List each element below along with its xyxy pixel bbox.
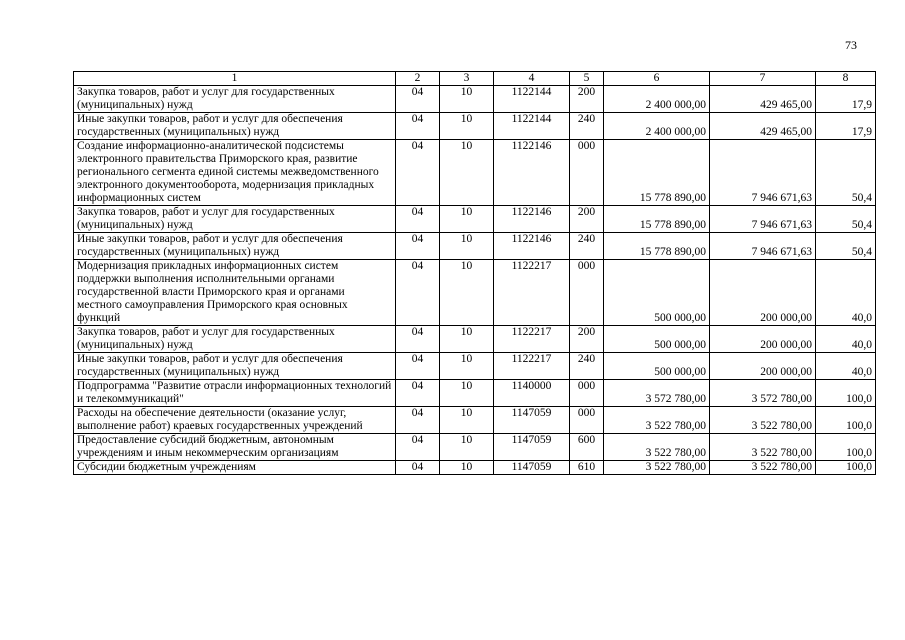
table-row (74, 461, 876, 475)
budget-table (73, 71, 876, 475)
section-cell: 04 (396, 353, 440, 380)
item-name-cell: Закупка товаров, работ и услуг для государственных (муниципальных) нужд (74, 326, 396, 353)
item-name-cell: Закупка товаров, работ и услуг для государственных (муниципальных) нужд (74, 86, 396, 113)
planned-amount-cell: 15 778 890,00 (604, 140, 710, 206)
section-cell: 04 (396, 86, 440, 113)
table-row (74, 206, 876, 233)
subsection-cell: 10 (440, 407, 494, 434)
section-cell: 04 (396, 113, 440, 140)
expense-type-cell: 610 (570, 461, 604, 475)
executed-amount-cell: 200 000,00 (710, 326, 816, 353)
target-article-cell: 1147059 (494, 407, 570, 434)
section-cell: 04 (396, 461, 440, 475)
executed-amount-cell: 7 946 671,63 (710, 140, 816, 206)
executed-amount-cell: 7 946 671,63 (710, 233, 816, 260)
target-article-cell: 1122144 (494, 113, 570, 140)
section-cell: 04 (396, 380, 440, 407)
item-name-cell: Подпрограмма "Развитие отрасли информационных технологий и телекоммуникаций" (74, 380, 396, 407)
expense-type-cell: 000 (570, 140, 604, 206)
planned-amount-cell: 15 778 890,00 (604, 233, 710, 260)
header-cell-7: 7 (710, 72, 816, 86)
table-row (74, 353, 876, 380)
subsection-cell: 10 (440, 113, 494, 140)
executed-amount-cell: 3 522 780,00 (710, 434, 816, 461)
section-cell: 04 (396, 206, 440, 233)
percent-cell: 50,4 (816, 206, 876, 233)
percent-cell: 100,0 (816, 407, 876, 434)
header-cell-6: 6 (604, 72, 710, 86)
planned-amount-cell: 3 522 780,00 (604, 407, 710, 434)
target-article-cell: 1140000 (494, 380, 570, 407)
percent-cell: 17,9 (816, 113, 876, 140)
section-cell: 04 (396, 260, 440, 326)
executed-amount-cell: 429 465,00 (710, 113, 816, 140)
percent-cell: 50,4 (816, 233, 876, 260)
target-article-cell: 1122146 (494, 140, 570, 206)
table-row (74, 140, 876, 206)
planned-amount-cell: 3 522 780,00 (604, 461, 710, 475)
subsection-cell: 10 (440, 380, 494, 407)
target-article-cell: 1122146 (494, 206, 570, 233)
planned-amount-cell: 3 522 780,00 (604, 434, 710, 461)
expense-type-cell: 240 (570, 353, 604, 380)
item-name-cell: Расходы на обеспечение деятельности (оказание услуг, выполнение работ) краевых государственных учреждений (74, 407, 396, 434)
subsection-cell: 10 (440, 353, 494, 380)
target-article-cell: 1122144 (494, 86, 570, 113)
page-number: 73 (845, 38, 857, 52)
header-cell-5: 5 (570, 72, 604, 86)
percent-cell: 100,0 (816, 434, 876, 461)
expense-type-cell: 000 (570, 260, 604, 326)
header-cell-1: 1 (74, 72, 396, 86)
subsection-cell: 10 (440, 434, 494, 461)
expense-type-cell: 600 (570, 434, 604, 461)
planned-amount-cell: 15 778 890,00 (604, 206, 710, 233)
executed-amount-cell: 7 946 671,63 (710, 206, 816, 233)
header-cell-8: 8 (816, 72, 876, 86)
section-cell: 04 (396, 140, 440, 206)
percent-cell: 100,0 (816, 380, 876, 407)
table-row (74, 434, 876, 461)
header-cell-2: 2 (396, 72, 440, 86)
header-cell-3: 3 (440, 72, 494, 86)
subsection-cell: 10 (440, 260, 494, 326)
target-article-cell: 1147059 (494, 461, 570, 475)
percent-cell: 40,0 (816, 326, 876, 353)
subsection-cell: 10 (440, 461, 494, 475)
planned-amount-cell: 500 000,00 (604, 260, 710, 326)
executed-amount-cell: 200 000,00 (710, 353, 816, 380)
section-cell: 04 (396, 434, 440, 461)
header-cell-4: 4 (494, 72, 570, 86)
expense-type-cell: 000 (570, 380, 604, 407)
subsection-cell: 10 (440, 326, 494, 353)
subsection-cell: 10 (440, 86, 494, 113)
target-article-cell: 1122146 (494, 233, 570, 260)
item-name-cell: Иные закупки товаров, работ и услуг для обеспечения государственных (муниципальных) нужд (74, 233, 396, 260)
table-row (74, 380, 876, 407)
section-cell: 04 (396, 233, 440, 260)
subsection-cell: 10 (440, 140, 494, 206)
target-article-cell: 1122217 (494, 326, 570, 353)
subsection-cell: 10 (440, 206, 494, 233)
subsection-cell: 10 (440, 233, 494, 260)
item-name-cell: Иные закупки товаров, работ и услуг для обеспечения государственных (муниципальных) нужд (74, 353, 396, 380)
target-article-cell: 1147059 (494, 434, 570, 461)
target-article-cell: 1122217 (494, 260, 570, 326)
expense-type-cell: 000 (570, 407, 604, 434)
executed-amount-cell: 200 000,00 (710, 260, 816, 326)
item-name-cell: Иные закупки товаров, работ и услуг для обеспечения государственных (муниципальных) нужд (74, 113, 396, 140)
table-row (74, 233, 876, 260)
table-row (74, 86, 876, 113)
section-cell: 04 (396, 326, 440, 353)
executed-amount-cell: 429 465,00 (710, 86, 816, 113)
section-cell: 04 (396, 407, 440, 434)
executed-amount-cell: 3 572 780,00 (710, 380, 816, 407)
planned-amount-cell: 2 400 000,00 (604, 113, 710, 140)
table-row (74, 113, 876, 140)
planned-amount-cell: 500 000,00 (604, 353, 710, 380)
percent-cell: 40,0 (816, 353, 876, 380)
item-name-cell: Предоставление субсидий бюджетным, автономным учреждениям и иным некоммерческим организациям (74, 434, 396, 461)
target-article-cell: 1122217 (494, 353, 570, 380)
percent-cell: 17,9 (816, 86, 876, 113)
expense-type-cell: 200 (570, 326, 604, 353)
planned-amount-cell: 500 000,00 (604, 326, 710, 353)
executed-amount-cell: 3 522 780,00 (710, 461, 816, 475)
percent-cell: 50,4 (816, 140, 876, 206)
item-name-cell: Субсидии бюджетным учреждениям (74, 461, 396, 475)
executed-amount-cell: 3 522 780,00 (710, 407, 816, 434)
percent-cell: 100,0 (816, 461, 876, 475)
percent-cell: 40,0 (816, 260, 876, 326)
table-body (74, 72, 876, 475)
planned-amount-cell: 3 572 780,00 (604, 380, 710, 407)
item-name-cell: Создание информационно-аналитической подсистемы электронного правительства Приморского края, развитие регионального сегмента единой системы межведомственного электронного документооборота, модернизация прикладных информационных систем (74, 140, 396, 206)
table-header-row (74, 72, 876, 86)
expense-type-cell: 200 (570, 206, 604, 233)
table-row (74, 407, 876, 434)
table-row (74, 326, 876, 353)
expense-type-cell: 200 (570, 86, 604, 113)
item-name-cell: Закупка товаров, работ и услуг для государственных (муниципальных) нужд (74, 206, 396, 233)
table-row (74, 260, 876, 326)
planned-amount-cell: 2 400 000,00 (604, 86, 710, 113)
expense-type-cell: 240 (570, 113, 604, 140)
expense-type-cell: 240 (570, 233, 604, 260)
item-name-cell: Модернизация прикладных информационных систем поддержки выполнения исполнительными органами государственной власти Приморского края и органами местного самоуправления Приморского края основных функций (74, 260, 396, 326)
